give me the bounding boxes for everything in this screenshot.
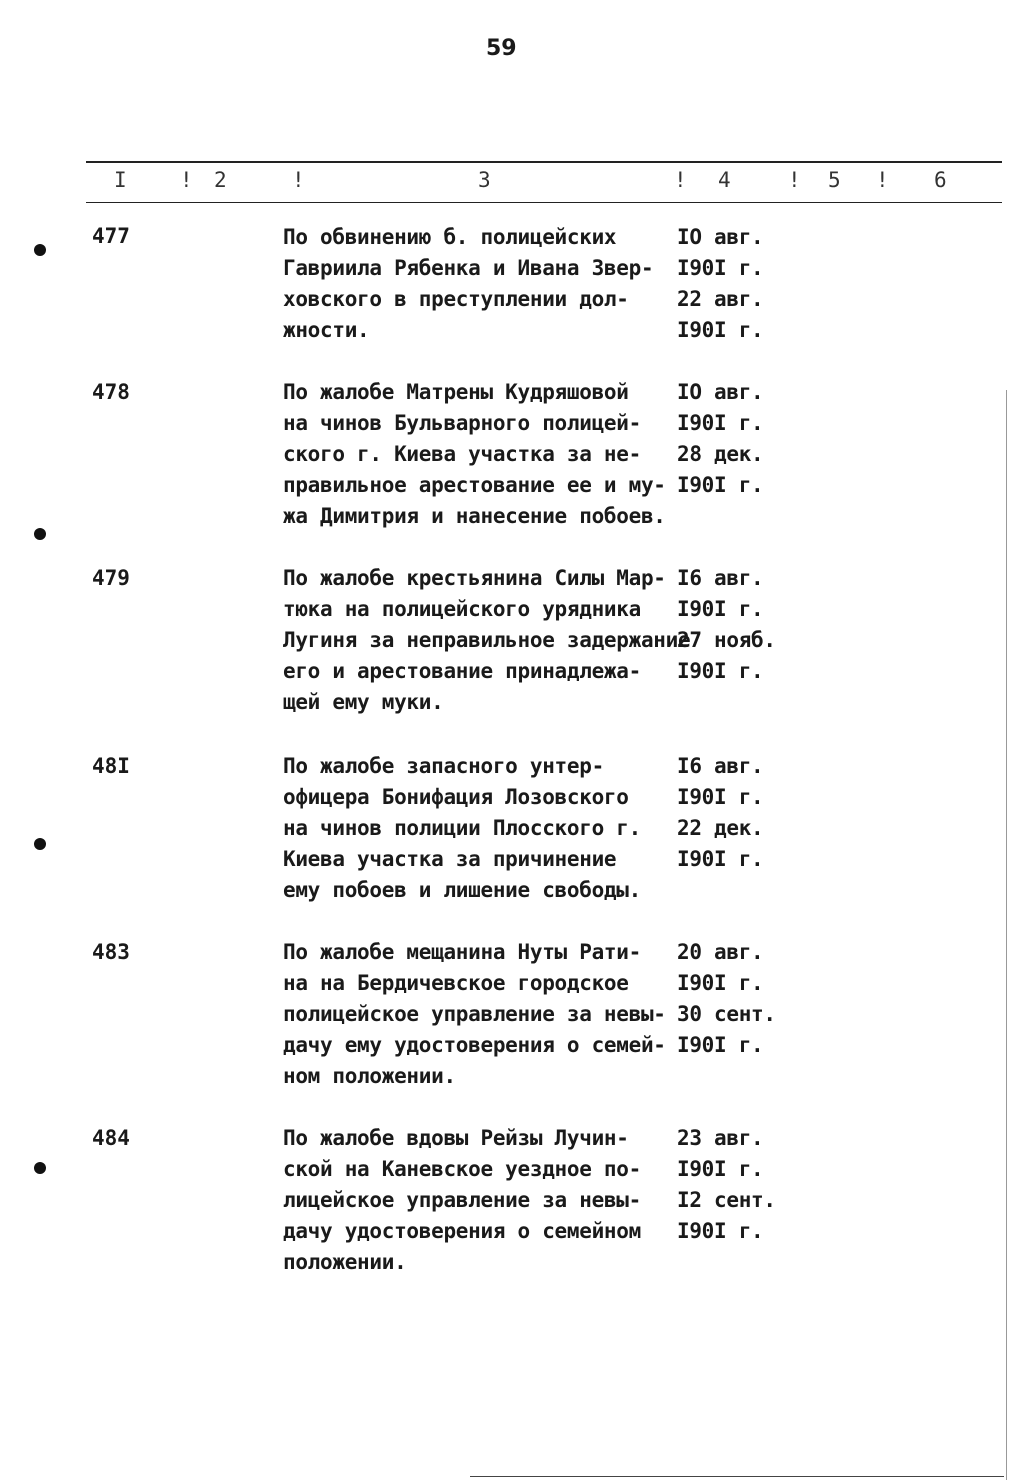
page-edge-line [1006,390,1007,1480]
column-header-4: 4 [718,168,731,192]
entry-dates: I6 авг. I90I г. 22 дек. I90I г. [677,754,764,871]
entry-description: По жалобе запасного унтер- офицера Бонифация Лозовского на чинов полиции Плосского г. Киева участка за причинение ему побоев и лишение свободы. [283,754,641,902]
column-header-6: 6 [934,168,947,192]
entry-dates: 20 авг. I90I г. 30 сент. I90I г. [677,940,776,1057]
entry-number: 477 [92,224,130,248]
entry-dates: 23 авг. I90I г. I2 сент. I90I г. [677,1126,776,1243]
binder-hole-mark [34,244,46,256]
entry-number: 478 [92,380,130,404]
entry-description: По жалобе вдовы Рейзы Лучин- ской на Каневское уездное по- лицейское управление за невы- дачу удостоверения о семейном положении. [283,1126,641,1274]
column-header-3: 3 [478,168,491,192]
binder-hole-mark [34,838,46,850]
column-header-2: 2 [214,168,227,192]
page-bottom-rule [470,1476,1004,1477]
binder-hole-mark [34,1162,46,1174]
column-separator: ! [674,168,687,192]
column-separator: ! [292,168,305,192]
column-header-1: I [114,168,127,192]
header-top-rule [86,161,1002,163]
entry-number: 48I [92,754,130,778]
column-separator: ! [788,168,801,192]
entry-dates: IO авг. I90I г. 22 авг. I90I г. [677,225,764,342]
column-separator: ! [876,168,889,192]
entry-description: По обвинению б. полицейских Гавриила Рябенка и Ивана Звер- ховского в преступлении дол- жности. [283,225,654,342]
page-number: 59 [486,36,517,61]
entry-description: По жалобе Матрены Кудряшовой на чинов Бульварного полицей- ского г. Киева участка за не- правильное арестование ее и му- жа Димитрия и нанесение побоев. [283,380,666,528]
entry-number: 484 [92,1126,130,1150]
binder-hole-mark [34,528,46,540]
column-separator: ! [180,168,193,192]
column-header-5: 5 [828,168,841,192]
header-bottom-rule [86,202,1002,203]
entry-dates: IO авг. I90I г. 28 дек. I90I г. [677,380,764,497]
entry-description: По жалобе крестьянина Силы Мар- тюка на полицейского урядника Лугиня за неправильное задержание его и арестование принадлежа- щей ему муки. [283,566,691,714]
entry-description: По жалобе мещанина Нуты Рати- на на Бердичевское городское полицейское управление за невы- дачу ему удостоверения о семей- ном положении. [283,940,666,1088]
entry-number: 479 [92,566,130,590]
entry-dates: I6 авг. I90I г. 27 нояб. I90I г. [677,566,776,683]
entry-number: 483 [92,940,130,964]
